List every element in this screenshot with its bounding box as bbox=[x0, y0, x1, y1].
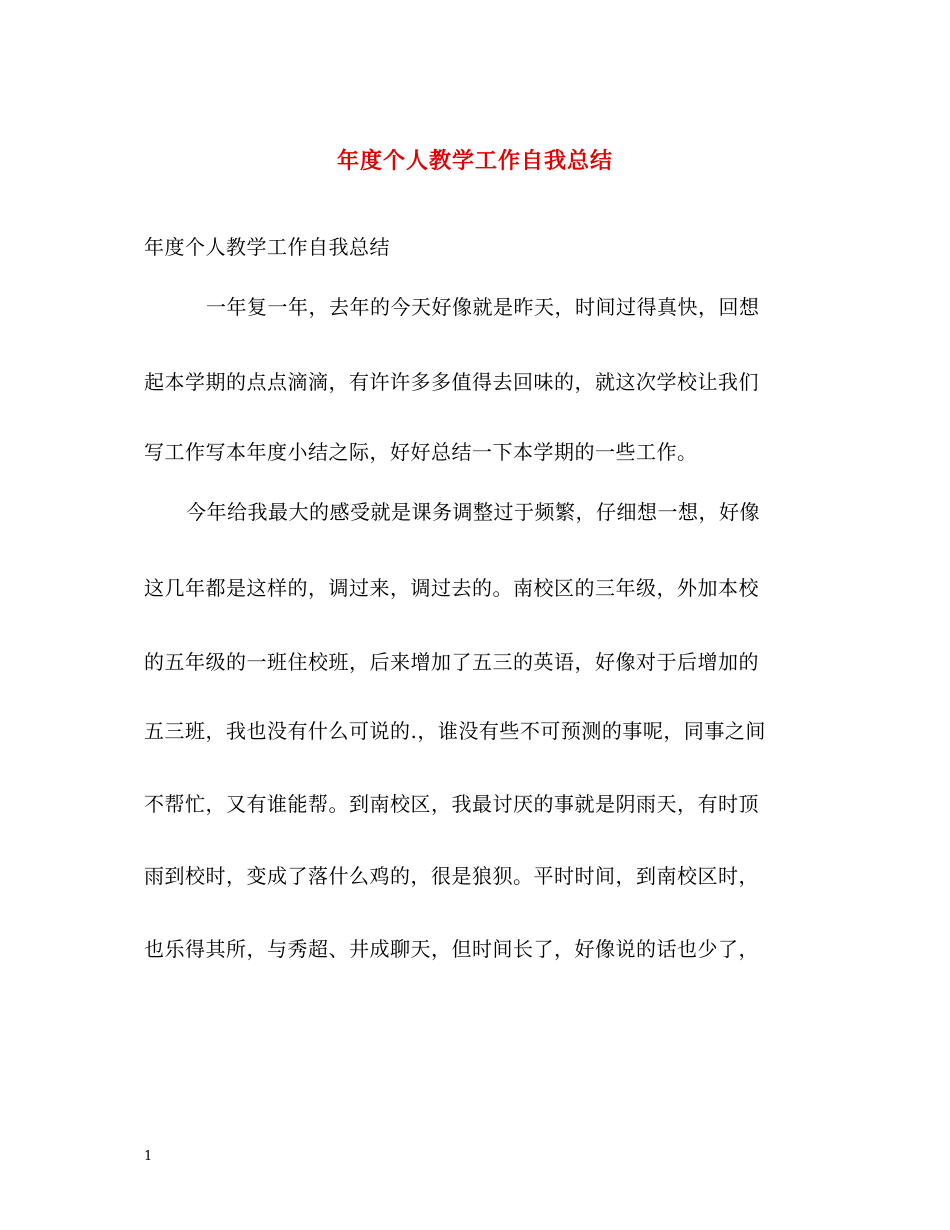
body-line: 起本学期的点点滴滴，有许许多多值得去回味的，就这次学校让我们 bbox=[144, 370, 759, 394]
page-number: 1 bbox=[144, 1149, 153, 1164]
body-line: 今年给我最大的感受就是课务调整过于频繁，仔细想一想，好像 bbox=[186, 500, 760, 524]
body-line: 雨到校时，变成了落什么鸡的，很是狼狈。平时时间，到南校区时， bbox=[144, 864, 759, 888]
body-line-subtitle: 年度个人教学工作自我总结 bbox=[144, 235, 390, 259]
body-line: 也乐得其所，与秀超、井成聊天，但时间长了，好像说的话也少了， bbox=[144, 937, 759, 961]
body-line: 五三班，我也没有什么可说的.，谁没有些不可预测的事呢，同事之间 bbox=[144, 719, 766, 743]
body-line: 一年复一年，去年的今天好像就是昨天，时间过得真快，回想 bbox=[206, 295, 760, 319]
body-line: 这几年都是这样的，调过来，调过去的。南校区的三年级，外加本校 bbox=[144, 576, 759, 600]
body-line: 的五年级的一班住校班，后来增加了五三的英语，好像对于后增加的 bbox=[144, 650, 759, 674]
body-line: 不帮忙，又有谁能帮。到南校区，我最讨厌的事就是阴雨天，有时顶 bbox=[144, 792, 759, 816]
body-line: 写工作写本年度小结之际，好好总结一下本学期的一些工作。 bbox=[144, 440, 698, 464]
document-title: 年度个人教学工作自我总结 bbox=[336, 148, 613, 174]
